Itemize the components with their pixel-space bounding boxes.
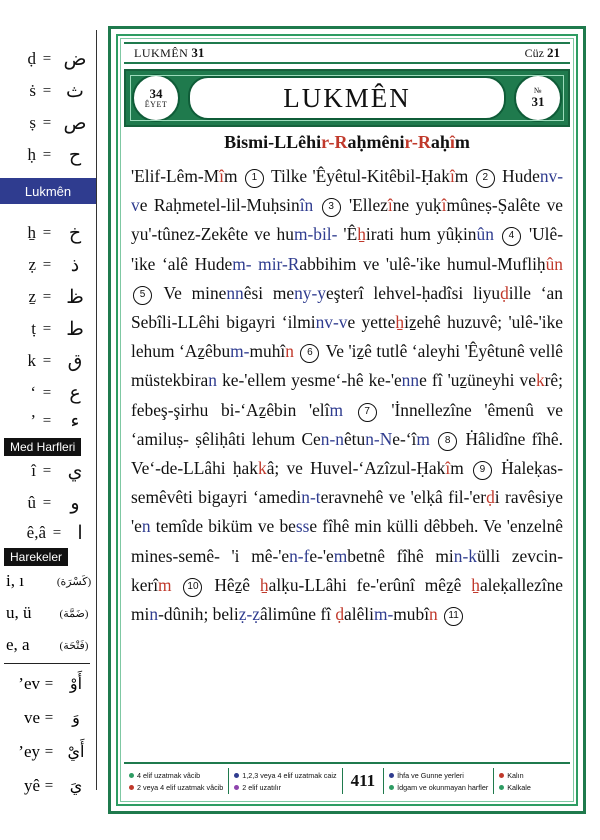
legend-dot-icon — [129, 773, 134, 778]
letter-key-row — [0, 108, 96, 138]
diphthong-arabic: يَ — [69, 778, 83, 795]
equals-sign: = — [42, 320, 52, 337]
letter-latin: ẖ — [27, 223, 36, 242]
letter-latin: ’ — [30, 411, 36, 430]
page-footer-legend — [124, 762, 570, 798]
hareke-arabic: (كَسْرَة) — [56, 575, 92, 588]
legend-col-4 — [494, 768, 536, 794]
ayah-marker: 3 — [322, 198, 341, 217]
legend-label: Kalın — [507, 770, 524, 780]
legend-label: İdgam ve okunmayan harfler — [397, 782, 489, 792]
letter-arabic: و — [70, 492, 80, 514]
header-cuz — [525, 45, 560, 61]
sura-number-symbol: № — [533, 85, 543, 95]
equals-sign: = — [42, 114, 52, 131]
hareke-latin: u, ü — [6, 603, 32, 622]
letter-arabic: ط — [66, 318, 84, 340]
legend-item — [129, 769, 223, 781]
legend-label: Kalkale — [507, 782, 531, 792]
letter-key-row — [0, 282, 96, 312]
ayah-marker: 9 — [473, 461, 492, 480]
ayah-marker: 7 — [358, 403, 377, 422]
legend-item — [234, 769, 336, 781]
header-sura-name: LUKMÊN — [134, 46, 189, 60]
med-key-row — [0, 518, 96, 548]
letter-latin: ḍ — [27, 49, 36, 68]
diphthong-row — [0, 702, 96, 734]
letter-arabic: ع — [69, 382, 81, 404]
equals-sign: = — [42, 288, 52, 305]
letter-key-row — [0, 250, 96, 280]
ayah-marker: 5 — [133, 286, 152, 305]
legend-label: İhfa ve Gunne yerleri — [397, 770, 464, 780]
page-number: 411 — [350, 771, 376, 790]
letter-arabic: ض — [63, 48, 87, 70]
legend-item — [389, 769, 488, 781]
equals-sign: = — [44, 675, 54, 692]
ayah-count-number: 34 — [149, 85, 163, 101]
legend-label: 4 elif uzatmak vâcib — [137, 770, 201, 780]
letter-key-row — [0, 314, 96, 344]
equals-sign: = — [52, 524, 62, 541]
legend-col-1 — [124, 768, 229, 794]
letter-arabic: خ — [68, 222, 82, 244]
equals-sign: = — [42, 412, 52, 429]
letter-latin: ṣ — [29, 113, 36, 132]
letter-latin: ḥ — [27, 145, 36, 164]
equals-sign: = — [44, 709, 54, 726]
sidebar-sura-tab[interactable] — [0, 178, 96, 204]
letter-arabic: ظ — [66, 286, 84, 308]
letter-arabic: ء — [70, 410, 80, 432]
diphthong-arabic: أَوْ — [69, 676, 83, 693]
letter-latin: ẕ — [28, 287, 36, 306]
letter-key-row — [0, 378, 96, 408]
sidebar-divider — [96, 30, 97, 790]
ayah-marker: 6 — [300, 344, 319, 363]
sidebar-sura-tab-label: Lukmên — [24, 183, 72, 199]
ayah-marker: 1 — [245, 169, 264, 188]
equals-sign: = — [44, 743, 54, 760]
diphthong-arabic: وَ — [72, 710, 80, 727]
diphthong-latin: ’ey — [18, 742, 40, 761]
letter-key-row — [0, 218, 96, 248]
letter-latin: ẓ — [28, 255, 36, 274]
quran-page — [108, 26, 586, 814]
letter-latin: ṭ — [31, 319, 36, 338]
legend-col-2 — [229, 768, 342, 794]
hareke-row — [0, 630, 96, 660]
legend-dot-icon — [234, 785, 239, 790]
ayah-marker: 8 — [438, 432, 457, 451]
equals-sign: = — [42, 256, 52, 273]
legend-dot-icon — [389, 773, 394, 778]
med-key-row — [0, 488, 96, 518]
sura-title-band — [124, 69, 570, 127]
legend-dot-icon — [499, 773, 504, 778]
ayah-marker: 2 — [476, 169, 495, 188]
letter-arabic: ق — [67, 350, 83, 372]
section-label-text: Med Harfleri — [10, 440, 76, 454]
legend-dot-icon — [499, 785, 504, 790]
legend-item — [499, 781, 531, 793]
section-label-med-harfleri — [4, 438, 81, 456]
header-cuz-label: Cüz — [524, 46, 544, 60]
legend-dot-icon — [129, 785, 134, 790]
legend-label: 1,2,3 veya 4 elif uzatmak caiz — [242, 770, 337, 780]
legend-label: 2 elif uzatılır — [242, 782, 282, 792]
letter-key-row — [0, 406, 96, 436]
letter-arabic: ا — [77, 522, 83, 544]
legend-item — [389, 781, 488, 793]
section-label-text: Harekeler — [10, 550, 63, 564]
equals-sign: = — [42, 384, 52, 401]
equals-sign: = — [42, 494, 52, 511]
hareke-arabic: (فَتْحَة) — [59, 639, 89, 652]
ayah-count-medallion — [132, 74, 180, 122]
equals-sign: = — [44, 777, 54, 794]
letter-latin: ṡ — [29, 81, 36, 100]
legend-col-3 — [383, 768, 494, 794]
ayah-marker: 4 — [502, 227, 521, 246]
hareke-latin: i, ı — [6, 571, 24, 590]
section-label-harekeler — [4, 548, 68, 566]
diphthong-latin: ’ev — [18, 674, 40, 693]
equals-sign: = — [42, 82, 52, 99]
header-cuz-number: 21 — [547, 45, 560, 60]
ayah-marker: 10 — [183, 578, 202, 597]
ayah-marker: 11 — [444, 607, 463, 626]
equals-sign: = — [42, 50, 52, 67]
equals-sign: = — [42, 224, 52, 241]
hareke-latin: e, a — [6, 635, 30, 654]
diphthong-row — [0, 668, 96, 700]
diphthong-arabic: أَيْ — [67, 744, 85, 761]
letter-arabic: ث — [66, 80, 84, 102]
letter-latin: î — [31, 461, 36, 480]
letter-key-row — [0, 140, 96, 170]
med-key-row — [0, 456, 96, 486]
diphthong-row — [0, 770, 96, 802]
header-sura — [134, 45, 204, 61]
diphthong-latin: ve — [23, 708, 40, 727]
hareke-arabic: (ضَمَّة) — [59, 607, 89, 620]
page-header — [124, 42, 570, 64]
legend-item — [129, 781, 223, 793]
letter-latin: ê,â — [26, 523, 46, 542]
hareke-row — [0, 598, 96, 628]
letter-latin: k — [27, 351, 36, 370]
header-sura-number: 31 — [191, 45, 205, 60]
legend-label: 2 veya 4 elif uzatmak vâcib — [137, 782, 224, 792]
diphthong-row — [0, 736, 96, 768]
legend-item — [499, 769, 531, 781]
equals-sign: = — [42, 352, 52, 369]
letter-key-row — [0, 76, 96, 106]
legend-dot-icon — [234, 773, 239, 778]
letter-latin: ‘ — [30, 383, 36, 402]
bismillah-line: Bismi-LLêhir-Raḥmênir-Raḥîm — [224, 132, 470, 152]
letter-latin: û — [27, 493, 36, 512]
equals-sign: = — [42, 146, 52, 163]
sidebar-divider-line — [4, 663, 90, 664]
sura-title: LUKMÊN — [188, 76, 506, 120]
equals-sign: = — [42, 462, 52, 479]
legend-dot-icon — [389, 785, 394, 790]
sura-number-value: 31 — [531, 94, 545, 110]
diphthong-latin: yê — [23, 776, 40, 795]
letter-key-row — [0, 44, 96, 74]
letter-key-row — [0, 346, 96, 376]
letter-arabic: ح — [68, 144, 82, 166]
ayah-count-label: ÊYET — [144, 99, 168, 109]
sura-body-text: 'Elif-Lêm-Mîm 1 Tilke 'Êyêtul-Kitêbil-Ḥakîm 2 Hudenv-ve Raḥmetel-lil-Muḥsinîn 3 'Ellezîne yuḳîmûneṣ-Ṣalête ve yu'-tûnez-Zekête ve hum-bil- 'Êẖirati hum yûḳinûn 4 'Ulê-'ike ‘alê Hudem- mir-Rabbihim ve 'ulê-'ike humul-Mufliḥûn 5 Ve minennêsi meny-yeşterî lehvel-ḥadîsi liyuḍille ‘an Sebîli-LLêhi bigayri ‘ilminv-ve yetteẖiẕehê huzuvê; 'ulê-'ike lehum ‘Aẕêbum-muhîn 6 Ve 'iẕê tutlê ‘aleyhi 'Êyêtunê vellê müstekbiran ke-'ellem yesme‘-hê ke-'enne fî 'uẕüneyhi vekrê; febeş-şirhu bi-‘Aẕêbin 'elîm 7 'İnnellezîne 'êmenû ve ‘amiluṣ- ṣêliḥâti lehum Cen-nêtun-Ne-‘îm 8 Ḣâlidîne fîhê. Ve‘-de-LLâhi ḥakkâ; ve Huvel-‘Azîzul-Ḥakîm 9 Ḣaleḳas-semêvêti bigayri ‘amedin-teravnehê ve 'elḳâ fil-'erḍi ravêsiye 'en temîde biküm ve besse fîhê min külli dêbbeh. Ve 'enzelnê mines-semê- 'i mê-'en-fe-'embetnê fîhê min-külli zevcin-kerîm 10 Hêẕê ẖalḳu-LLâhi fe-'erûnî mêẕê ẖaleḳallezîne min-dûnih; beliẓ-ẓâlimûne fî ḍalêlim-mubîn 11 — [131, 166, 564, 625]
legend-item — [234, 781, 336, 793]
letter-arabic: ص — [63, 112, 87, 134]
hareke-row — [0, 566, 96, 596]
letter-arabic: ذ — [70, 254, 80, 276]
letter-arabic: ي — [67, 460, 83, 482]
sura-number-medallion — [514, 74, 562, 122]
transliteration-key-sidebar — [0, 0, 108, 840]
